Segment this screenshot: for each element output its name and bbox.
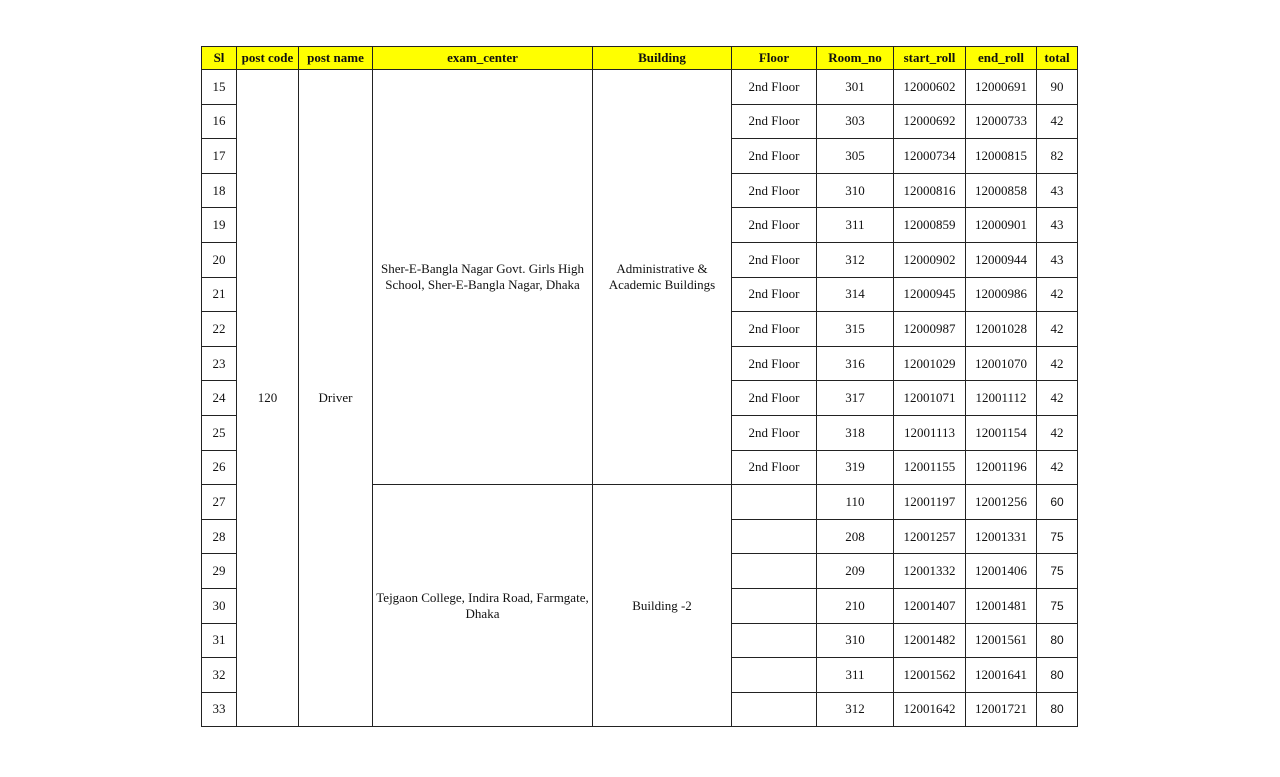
header-post-code: post code [237,47,299,70]
total-cell: 80 [1037,623,1078,658]
header-post-name: post name [299,47,373,70]
total-cell: 42 [1037,104,1078,139]
header-end-roll: end_roll [966,47,1037,70]
floor-cell: 2nd Floor [732,450,817,485]
start-roll-cell: 12000602 [894,70,966,105]
building-cell: Administrative & Academic Buildings [593,70,732,485]
total-cell: 75 [1037,519,1078,554]
sl-cell: 24 [202,381,237,416]
sl-cell: 25 [202,415,237,450]
header-sl: Sl [202,47,237,70]
end-roll-cell: 12001481 [966,588,1037,623]
header-room-no: Room_no [817,47,894,70]
room-cell: 314 [817,277,894,312]
room-cell: 303 [817,104,894,139]
room-cell: 305 [817,139,894,174]
floor-cell: 2nd Floor [732,346,817,381]
sl-cell: 18 [202,173,237,208]
sl-cell: 17 [202,139,237,174]
header-floor: Floor [732,47,817,70]
post-name-cell: Driver [299,70,373,727]
sl-cell: 22 [202,312,237,347]
sl-cell: 20 [202,242,237,277]
room-cell: 310 [817,623,894,658]
total-cell: 42 [1037,277,1078,312]
floor-cell [732,658,817,693]
sl-cell: 27 [202,485,237,520]
total-cell: 80 [1037,658,1078,693]
floor-cell: 2nd Floor [732,242,817,277]
sl-cell: 26 [202,450,237,485]
start-roll-cell: 12001257 [894,519,966,554]
floor-cell: 2nd Floor [732,277,817,312]
room-cell: 208 [817,519,894,554]
floor-cell [732,692,817,727]
end-roll-cell: 12000858 [966,173,1037,208]
start-roll-cell: 12000987 [894,312,966,347]
end-roll-cell: 12000691 [966,70,1037,105]
room-cell: 301 [817,70,894,105]
floor-cell: 2nd Floor [732,70,817,105]
room-cell: 110 [817,485,894,520]
room-cell: 209 [817,554,894,589]
floor-cell [732,623,817,658]
start-roll-cell: 12001407 [894,588,966,623]
room-cell: 310 [817,173,894,208]
floor-cell: 2nd Floor [732,381,817,416]
end-roll-cell: 12000944 [966,242,1037,277]
room-cell: 319 [817,450,894,485]
start-roll-cell: 12000734 [894,139,966,174]
sl-cell: 30 [202,588,237,623]
start-roll-cell: 12001113 [894,415,966,450]
total-cell: 42 [1037,381,1078,416]
sl-cell: 32 [202,658,237,693]
sl-cell: 29 [202,554,237,589]
sl-cell: 28 [202,519,237,554]
total-cell: 60 [1037,485,1078,520]
total-cell: 75 [1037,588,1078,623]
header-total: total [1037,47,1078,70]
start-roll-cell: 12000859 [894,208,966,243]
floor-cell [732,588,817,623]
end-roll-cell: 12001406 [966,554,1037,589]
room-cell: 316 [817,346,894,381]
start-roll-cell: 12001482 [894,623,966,658]
end-roll-cell: 12000986 [966,277,1037,312]
total-cell: 43 [1037,242,1078,277]
floor-cell [732,519,817,554]
floor-cell: 2nd Floor [732,104,817,139]
sl-cell: 33 [202,692,237,727]
start-roll-cell: 12001197 [894,485,966,520]
room-cell: 318 [817,415,894,450]
end-roll-cell: 12001028 [966,312,1037,347]
start-roll-cell: 12001332 [894,554,966,589]
header-start-roll: start_roll [894,47,966,70]
seat-plan-table [201,46,1078,727]
header-building: Building [593,47,732,70]
end-roll-cell: 12001070 [966,346,1037,381]
total-cell: 43 [1037,208,1078,243]
total-cell: 42 [1037,346,1078,381]
floor-cell: 2nd Floor [732,312,817,347]
sl-cell: 15 [202,70,237,105]
sl-cell: 21 [202,277,237,312]
end-roll-cell: 12000815 [966,139,1037,174]
start-roll-cell: 12000945 [894,277,966,312]
floor-cell: 2nd Floor [732,139,817,174]
end-roll-cell: 12001561 [966,623,1037,658]
total-cell: 43 [1037,173,1078,208]
total-cell: 75 [1037,554,1078,589]
end-roll-cell: 12001641 [966,658,1037,693]
room-cell: 317 [817,381,894,416]
start-roll-cell: 12001642 [894,692,966,727]
floor-cell: 2nd Floor [732,208,817,243]
exam-center-cell: Sher-E-Bangla Nagar Govt. Girls High School, Sher-E-Bangla Nagar, Dhaka [373,70,593,485]
floor-cell: 2nd Floor [732,173,817,208]
end-roll-cell: 12001721 [966,692,1037,727]
end-roll-cell: 12000901 [966,208,1037,243]
exam-center-cell: Tejgaon College, Indira Road, Farmgate, Dhaka [373,485,593,727]
end-roll-cell: 12001112 [966,381,1037,416]
room-cell: 311 [817,208,894,243]
sl-cell: 23 [202,346,237,381]
floor-cell: 2nd Floor [732,415,817,450]
start-roll-cell: 12001562 [894,658,966,693]
room-cell: 210 [817,588,894,623]
floor-cell [732,485,817,520]
end-roll-cell: 12001256 [966,485,1037,520]
start-roll-cell: 12001029 [894,346,966,381]
building-cell: Building -2 [593,485,732,727]
sl-cell: 31 [202,623,237,658]
room-cell: 315 [817,312,894,347]
header-row [202,47,1078,70]
total-cell: 42 [1037,312,1078,347]
end-roll-cell: 12001331 [966,519,1037,554]
start-roll-cell: 12001155 [894,450,966,485]
room-cell: 312 [817,692,894,727]
end-roll-cell: 12000733 [966,104,1037,139]
total-cell: 80 [1037,692,1078,727]
end-roll-cell: 12001196 [966,450,1037,485]
post-code-cell: 120 [237,70,299,727]
start-roll-cell: 12000692 [894,104,966,139]
start-roll-cell: 12000816 [894,173,966,208]
room-cell: 311 [817,658,894,693]
start-roll-cell: 12001071 [894,381,966,416]
total-cell: 42 [1037,415,1078,450]
sl-cell: 16 [202,104,237,139]
start-roll-cell: 12000902 [894,242,966,277]
total-cell: 42 [1037,450,1078,485]
table-row [202,70,1078,105]
floor-cell [732,554,817,589]
end-roll-cell: 12001154 [966,415,1037,450]
sl-cell: 19 [202,208,237,243]
room-cell: 312 [817,242,894,277]
total-cell: 82 [1037,139,1078,174]
header-exam-center: exam_center [373,47,593,70]
total-cell: 90 [1037,70,1078,105]
